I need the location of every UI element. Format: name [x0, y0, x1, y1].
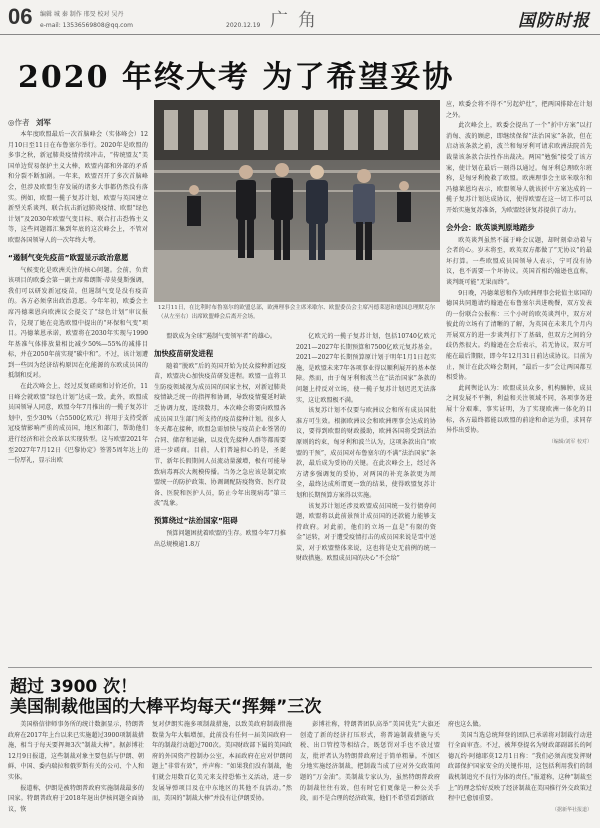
section-title: 广角	[270, 10, 326, 31]
issue-date: 2020.12.19	[226, 22, 261, 29]
paragraph: 此次峰会上，欧委会提出了一个“折中方案”以打消匈、波的顾虑，即继续保留“法治国家”条款，但在启动该条款之前，波兰和匈牙利可请求欧洲法院首先裁量该条款合法性作出裁决。两国“勉强”接受了该方案，使计划在最后一刻得以通过。匈牙利总理欧尔班称，是匈牙利挽救了欧盟。欧洲理事会主席米歇尔和冯德莱恩均表示，欧盟领导人就该折中方案达成的一揽子复苏计划达成协议，使得欧盟在这一切工作可以开始实施复苏准备，为欧盟经济复苏提供了动力。	[446, 122, 592, 214]
article2-column-4	[448, 720, 592, 824]
news-photo-image	[154, 100, 440, 302]
article1-column-1	[8, 130, 148, 660]
article-divider	[8, 667, 592, 668]
email-line: e-mail: 13536569808@qq.com	[40, 22, 133, 29]
article1-source: （编辑/刘军 校对）	[548, 438, 592, 445]
article2-column-1	[8, 720, 144, 824]
paragraph: 随着“脱欧”后的英国开始为民众接种新冠疫苗，欧盟决心加快疫苗研发进程。欧盟一直将卫生防疫领域视为成员国的国家主权，对新冠肺炎疫情缺乏统一的指挥和协调，导致疫情蔓延时缺乏协调力度，连续数月，本次峰会将要向欧盟各成员国卫生部门所支持的疫苗接种计划。很多人冬天都在接种，欧盟急需加快与疫苗企业签署的合同、储存和运输，以及优先接种人群等都需要进一步磋商。目前，人们普遍担心的是，圣诞节、新年长假期间人员流动量激增，极有可能导致病毒再次大规模传播。当务之急应该是制定欧盟统一的防护政策、协调调配防疫物资、医疗设备、医院和医护人员，防止今年出现病毒“第三波”乱象。	[154, 362, 286, 508]
subheading-vaccine: 加快疫苗研发进程	[154, 348, 214, 358]
article2-column-2	[152, 720, 292, 824]
paragraph: 盟欲成为全球“遏制气变领军者”的雄心。	[166, 333, 277, 340]
article2-source: （据新华社报道）	[551, 806, 592, 813]
article-title: 2020 年终大考 为了希望妥协	[18, 60, 455, 95]
paragraph: 美国当选总统拜登的团队已承诺将对制裁行动进行全面审查。不过，被拜登提名为财政部副部长的阿德瓦约·阿德耶莫12月1日称：“我们必须高度发挥财政部保护国家安全的关键作用，这包括利用我们的制裁机制追究不良行为体的责任。”报道称，这种“制裁至上”的理念恰好反映了经济制裁在美国推行外交政策过程中已愈加重要。	[448, 731, 592, 803]
paragraph: 欧英谈判虽然不属于峰会议题，却时刻牵动着与会者的心。岁末将至，欧英双方都做了“无协议”的最坏打算。一些欧盟成员国领导人表示，宁可没有协议，也不需要一个坏协议。英国首相约翰逊也直称，谈判既可能“无果而终”。	[446, 236, 592, 286]
paragraph: 应，欧委会将不得不“另起炉灶”，把两国排除在计划之外。	[446, 101, 592, 119]
header-rule	[0, 34, 600, 35]
editor-line: 编辑 城 秦 制作 邢旻 校对 吴丹	[40, 11, 124, 18]
paragraph: 本年度欧盟最后一次首脑峰会（实体峰会）12月10日至11日在布鲁塞尔举行。2020年是欧盟的多事之秋，新冠肺炎疫情持续冲击，“传统盟友”美国单边贸易保护主义大棒，欧盟内部和外部的矛盾和分裂不断加剧。一年来，欧盟召开了多次首脑峰会，但涉及欧盟生存发展的诸多大事都仍然没有落实。例如，欧盟一揽子复苏计划、欧盟与英国建立新型关系谈判、联合抗击新冠肺炎疫情、欧盟“绿色计划”及2030年欧盟气变目标、联合打击恐怖主义等，这些问题都汇集到年底的这次峰会上，不管对欧盟各国领导人的一次年终大考。	[8, 131, 148, 244]
byline-prefix: ◎作者	[8, 118, 30, 127]
paragraph: 报道称，伊朗是被特朗普政府实施制裁最多的国家。特朗普政府于2018年退出伊核问题全面协议，恢	[8, 784, 144, 813]
paragraph: 美国格信律师事务所的统计数据显示，特朗普政府在2017年上台以来已实施超过3900项制裁措施，相当于每天要挥舞3次“制裁大棒”。据彭博社12月9日报道，这些制裁对象主要包括与伊朗、朝鲜、中国、委内瑞拉和俄罗斯有关的公司、个人和实体。	[8, 721, 144, 781]
byline	[8, 117, 51, 128]
article2-headline-line1: 超过 3900 次！	[10, 677, 138, 697]
article1-column-3	[154, 332, 286, 660]
page-header	[0, 0, 600, 36]
article2-column-3	[300, 720, 440, 824]
paragraph: 彭博社称，特朗普团队高举“美国优先”大旗还创造了新的经济打压形式，将普遍制裁措施与关税、出口管控等相结合，既惩罚对手也不放过盟友，批评者认为特朗普政府过于简单粗暴。不加区分地实施经济制裁，把制裁当成了应对外交政策问题的“万金油”。美制裁专家认为，虽然特朗普政府的制裁往往有效，但有时它们更像是一种公关手段，而不是合理的经济政策，他们不希望看到新政	[300, 721, 440, 803]
subheading-eu-uk: 会外会：欧英谈判原地踏步	[446, 222, 535, 232]
paragraph: 亿欧元的一揽子复苏计划，包括10740亿欧元2021—2027年长期预算和7500亿欧元复苏基金。2021—2027年长期预算原计划于明年1月1日起实施，是欧盟未来7年各项事业得以顺利展开的基本保障。然而，由于匈牙利和波兰在“法治国家”条款的问题上持反对立场，使一揽子复苏计划迟迟无法落实，这让欧盟极不满。	[296, 333, 436, 404]
paragraph: 复对伊朗实施多项制裁措施，以致美政府制裁措施数量为年大幅增加，此前没有任何一届美国政府一年的制裁行动超过700次。美国财政部下属的美国政府的外国资产控制办公室，本届政府在应对伊朗问题上“非常有效”，并声称：“如果我们没有制裁，他们就会用数百亿美元来支持恐怖主义活动，进一步发展导弹项目及在中东地区的其他不良活动。”然而，美国的“制裁大棒”并没有让伊朗妥协。	[152, 721, 292, 803]
subheading-climate: “遏制气变先疫苗”欧盟显示政治意愿	[8, 252, 129, 262]
article1-column-4	[296, 332, 436, 660]
photo-caption: 12月11日，在比利时布鲁塞尔的欧盟总部，欧洲理事会主席米歇尔、欧盟委员会主席冯德莱恩和德国总理默克尔（从左至右）出席欧盟峰会后离开会场。	[158, 305, 436, 320]
news-photo	[154, 100, 440, 302]
paragraph: 府也这么做。	[448, 721, 485, 728]
paragraph: 该复苏计划不仅要与欧洲议会和所有成员国批准方可生效。根据欧洲议会和欧洲理事会达成的协议，要得到欧盟的财政援助，欧洲各国将受到法治原则的约束，匈牙利和波兰认为，这项条款出自“欧盟的干预”，成员国对布鲁塞尔的不满“法治国家”条款，最后成为妥协的关键。在此次峰会上，经过各方诸多强调复的妥协，对两国的补充条款更为周全，最终达成所谓更一致的结果，使得欧盟复苏计划和长期预算方案得以实施。	[296, 407, 436, 499]
page-number: 06	[8, 4, 33, 29]
paragraph: 在此次峰会上，经过反复磋商和讨价还价，11日峰会就欧盟“绿色计划”达成一致。此外，欧盟成员国领导人同意，欧盟今年7月推出的一揽子复苏计划中，至少30%（合5500亿欧元）将用于支持受新冠疫情影响严重的成员国，地区和部门，帮助他们进行经济和社会改革以实现转型。这与欧盟2021年至2027年7月12日《巴黎协定》签署5周年达上的一份厚礼，显示出欧	[8, 383, 148, 465]
paragraph: 此间舆论认为：欧盟成员众多，机构臃肿，成员之间发展不平衡，利益和关注领域不同，各项事务进展十分艰难，事实证明，为了实现欧洲一体化的目标，各方最终都能以欧盟的前途和命运为重，求同存异作出妥协。	[446, 384, 592, 435]
subheading-budget: 预算绕过“法治国家”阻碍	[154, 515, 238, 525]
masthead-logo: 国防时报	[518, 11, 590, 31]
paragraph: 气候变化是欧洲关注的核心问题。会前，负责该项目的欧委会第一副主席弗朗斯·蒂莫曼斯强调，我们可以研发新冠疫苗，但遏制气变是没有疫苗的。各方必须拿出政治意愿。今年年初，欧委会主席冯德莱恩向欧洲议会提交了“绿色计划”审议报告，兑现了她在竞选欧盟中提出的“环保和气变”项目。冯德莱恩承诺，欧盟将在2030年实现与1990年基准气体排放量相比减少50%—55%的减排目标，并在2050年前实现“碳中和”。不过，该计划遭到一些因为经济结构原因在化能源的东欧成员国的抵制和反对。	[8, 266, 148, 380]
paragraph: 9日晚，冯德莱恩和作为欧洲理事会轮值主席国的德国共同邀请约翰逊在布鲁塞尔共进晚餐，双方发表的一份联合公报称：三个小时的欧英谈判中，双方对彼此的立场有了清晰的了解，为英国在未来几个月内开展双方的进一步谈判打下了基础，但双方之间的分歧仍然很大。约翰逊在会后表示，若无协议，双方可能在最后期限，即今年12月31日前达成协议。目前为止，预计在此次峰会期间，“最后一步”会让两国都互相妥协。	[446, 289, 592, 382]
article2-headline-line2: 美国制裁他国的大棒平均每天“挥舞”三次	[10, 697, 322, 717]
byline-author: 刘军	[35, 118, 51, 127]
paragraph: 预算问题困扰着欧盟的生存。欧盟今年7月推出总规模逾1.8万	[154, 529, 286, 548]
article1-column-5	[446, 100, 592, 660]
paragraph: 该复苏计划还涉及欧盟成员国统一发行债券问题，欧盟将以此前景预计成员国的还款能力能够支持政府。对此前，他们的立场一直是“有限的资金”运转，对于遭受疫情打击的成员国来说是雪中送炭，对于欧盟整体来说，这也将是史无前例的统一财政措施。欧盟成员国的决心“不会给”	[296, 502, 436, 563]
